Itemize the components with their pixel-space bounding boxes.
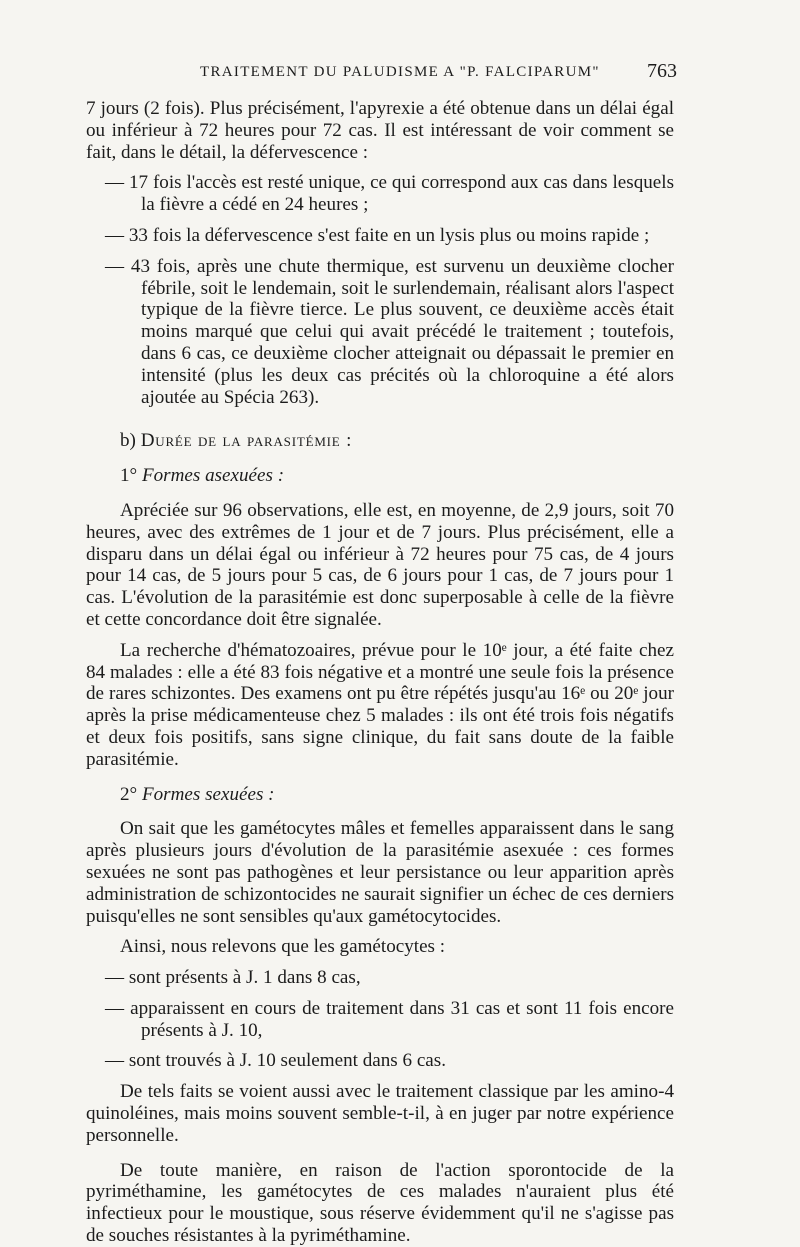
paragraph-gametocytes: On sait que les gamétocytes mâles et femelles apparaissent dans le sang après plusieurs jours d'évolution de la parasitémie asexuée : ces formes sexuées ne sont pas pathogènes et leur persistance ou leur apparition après administration de schizontocides ne saurait signifier un échec de ces derniers puisqu'elles ne sont sensibles qu'aux gamétocytocides. — [86, 818, 674, 927]
subheading-asexual — [86, 465, 674, 487]
list-item: — apparaissent en cours de traitement dans 31 cas et sont 11 fois encore présents à J. 10, — [105, 997, 674, 1041]
paragraph-amino-quinolines: De tels faits se voient aussi avec le traitement classique par les amino-4 quinoléines, mais moins souvent semble-t-il, à en juger par notre expérience personnelle. — [86, 1081, 674, 1146]
paragraph-list-intro: Ainsi, nous relevons que les gamétocytes : — [120, 936, 446, 958]
paragraph-hematozoa-search: La recherche d'hématozoaires, prévue pour le 10ᵉ jour, a été faite chez 84 malades : elle a été 83 fois négative et a montré une seule fois la présence de rares schizontes. Des examens ont pu être répétés jusqu'au 16ᵉ ou 20ᵉ jour après la prise médicamenteuse chez 5 malades : ils ont été trois fois négatifs et deux fois positifs, sans signe clinique, du fait sans doute de la faible parasitémie. — [86, 639, 674, 770]
subheading-title: Formes asexuées : — [141, 465, 285, 487]
section-title: Durée de la parasitémie : — [140, 430, 353, 452]
list-item: — sont trouvés à J. 10 seulement dans 6 cas. — [105, 1050, 446, 1072]
subheading-sexual — [86, 784, 674, 806]
list-item: — sont présents à J. 1 dans 8 cas, — [105, 967, 361, 989]
list-item: — 33 fois la défervescence s'est faite en un lysis plus ou moins rapide ; — [105, 224, 650, 246]
paragraph-apyrexie: 7 jours (2 fois). Plus précisément, l'apyrexie a été obtenue dans un délai égal ou inférieur à 72 heures pour 72 cas. Il est intéressant de voir comment se fait, dans le détail, la défervescence : — [86, 98, 674, 163]
subheading-number: 2° — [120, 783, 138, 805]
section-prefix: b) — [120, 430, 136, 452]
body-text — [86, 98, 674, 1247]
list-item: — 17 fois l'accès est resté unique, ce qui correspond aux cas dans lesquels la fièvre a cédé en 24 heures ; — [105, 172, 674, 216]
list-item: — 43 fois, après une chute thermique, est survenu un deuxième clocher fébrile, soit le lendemain, soit le surlendemain, réalisant alors l'aspect typique de la fièvre tierce. Le plus souvent, ce deuxième accès était moins marqué que celui qui avait précédé le traitement ; toutefois, dans 6 cas, ce deuxième clocher atteignait ou dépassait le premier en intensité (plus les deux cas précités où la chloroquine a été alors ajoutée au Spécia 263). — [105, 255, 674, 408]
page-number: 763 — [647, 60, 677, 82]
subheading-title: Formes sexuées : — [141, 783, 275, 805]
paragraph-asexual-forms: Apréciée sur 96 observations, elle est, en moyenne, de 2,9 jours, soit 70 heures, avec des extrêmes de 1 jour et de 7 jours. Plus précisément, elle a disparu dans un délai égal ou inférieur à 72 heures pour 75 cas, de 4 jours pour 14 cas, de 5 jours pour 5 cas, de 6 jours pour 1 cas, de 7 jours pour 1 cas. L'évolution de la parasitémie est donc superposable à celle de la fièvre et cette concordance doit être signalée. — [86, 499, 674, 630]
paragraph-sporontocide: De toute manière, en raison de l'action sporontocide de la pyriméthamine, les gamétocytes de ces malades n'auraient plus été infectieux pour le moustique, sous réserve évidemment qu'il ne s'agisse pas de souches résistantes à la pyriméthamine. — [86, 1159, 674, 1247]
running-header: TRAITEMENT DU PALUDISME A "P. FALCIPARUM" — [200, 64, 600, 80]
subheading-number: 1° — [120, 465, 138, 487]
section-heading-parasitemia — [86, 430, 674, 452]
